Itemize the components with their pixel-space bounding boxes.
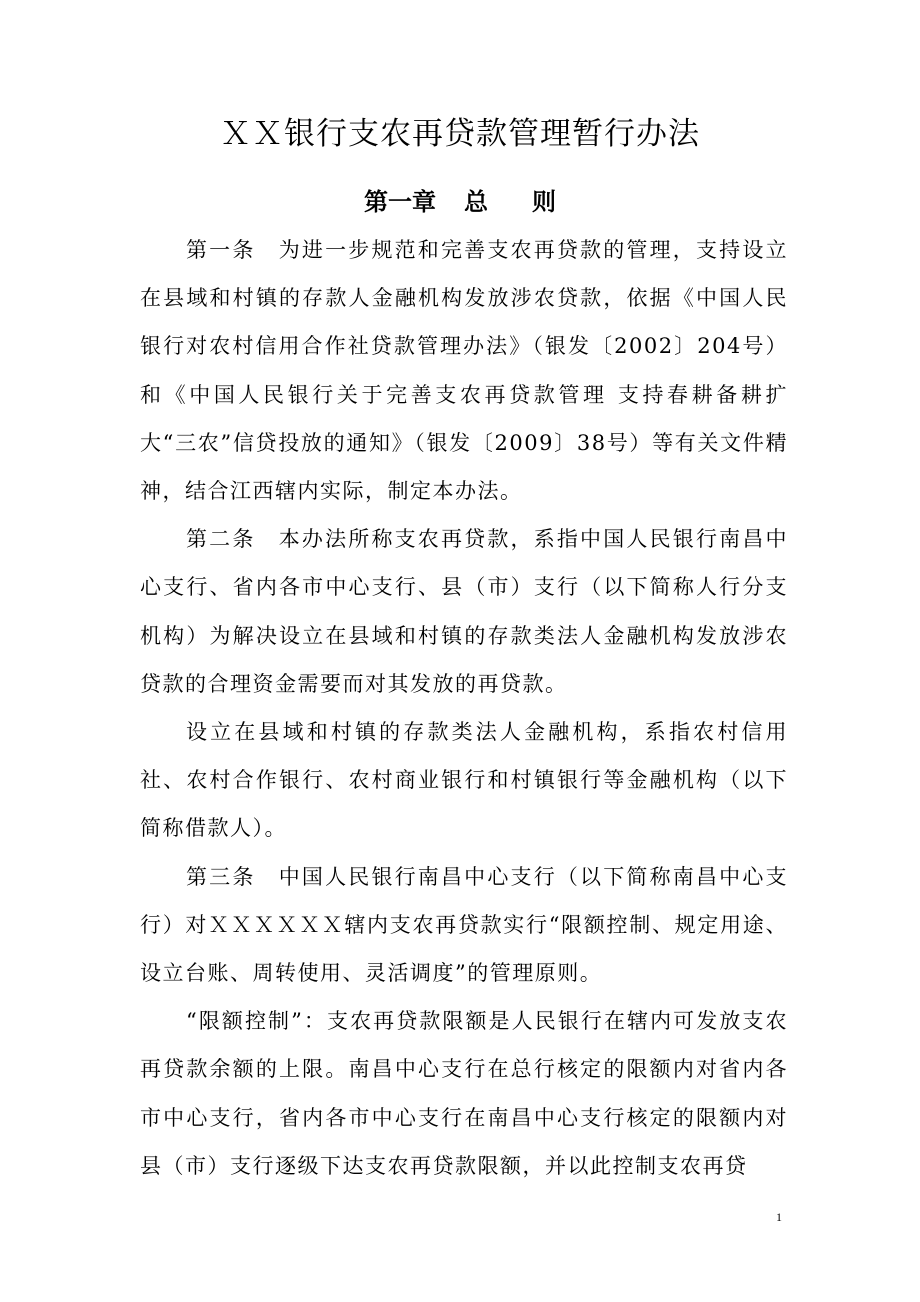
paragraph-definition: 设立在县域和村镇的存款类法人金融机构，系指农村信用社、农村合作银行、农村商业银行和村镇银行等金融机构（以下简称借款人）。 (140, 720, 788, 841)
document-body (140, 226, 788, 1190)
paragraph-article-1: 第一条 为进一步规范和完善支农再贷款的管理，支持设立在县域和村镇的存款人金融机构发放涉农贷款，依据《中国人民银行对农村信用合作社贷款管理办法》（银发〔2002〕204号）和《中国人民银行关于完善支农再贷款管理 支持春耕备耕扩大“三农”信贷投放的通知》（银发〔2009〕38号）等有关文件精神，结合江西辖内实际，制定本办法。 (140, 238, 788, 504)
page-title: ＸＸ银行支农再贷款管理暂行办法 (220, 116, 700, 152)
paragraph-article-3: 第三条 中国人民银行南昌中心支行（以下简称南昌中心支行）对ＸＸＸＸＸＸ辖内支农再贷款实行“限额控制、规定用途、设立台账、周转使用、灵活调度”的管理原则。 (140, 864, 788, 986)
chapter-label: 第一章 (364, 188, 436, 216)
chapter-name-char-1: 总 (464, 188, 488, 216)
chapter-name-char-2: 则 (532, 188, 556, 216)
chapter-heading (0, 182, 920, 222)
paragraph-quota-control: “限额控制”：支农再贷款限额是人民银行在辖内可发放支农再贷款余额的上限。南昌中心支行在总行核定的限额内对省内各市中心支行，省内各市中心支行在南昌中心支行核定的限额内对县（市）支行逐级下达支农再贷款限额，并以此控制支农再贷 (140, 1009, 788, 1178)
page-number: 1 (776, 1210, 782, 1224)
paragraph-article-2: 第二条 本办法所称支农再贷款，系指中国人民银行南昌中心支行、省内各市中心支行、县（市）支行（以下简称人行分支机构）为解决设立在县域和村镇的存款类法人金融机构发放涉农贷款的合理资金需要而对其发放的再贷款。 (140, 527, 788, 696)
